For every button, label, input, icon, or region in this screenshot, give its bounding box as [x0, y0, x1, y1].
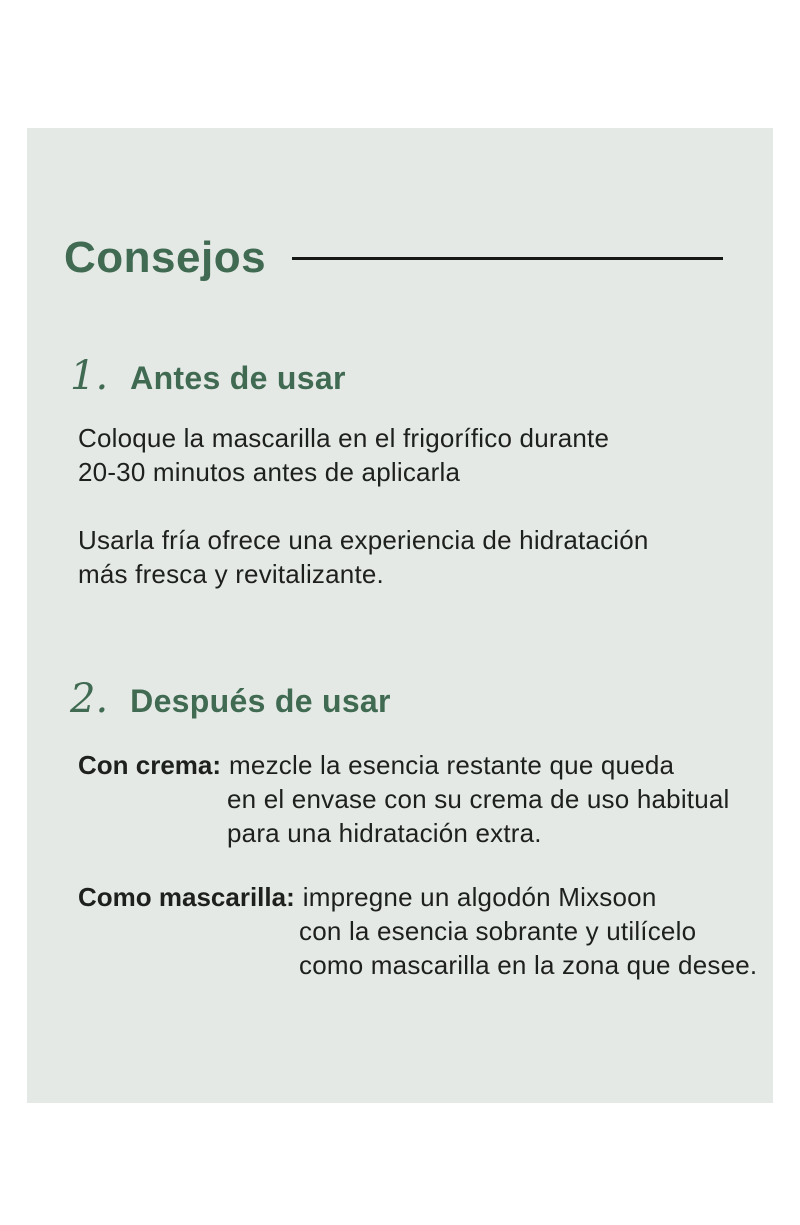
- paragraph-line: Usarla fría ofrece una experiencia de hidratación: [78, 525, 649, 555]
- section-1-paragraph-2: [78, 523, 649, 591]
- paragraph-line: 20-30 minutos antes de aplicarla: [78, 457, 461, 487]
- section-1-paragraph-1: [78, 421, 609, 489]
- content-panel: [27, 128, 773, 1103]
- section-2-heading-row: [70, 676, 391, 722]
- tip-line: como mascarilla en la zona que desee.: [299, 950, 758, 980]
- section-1-heading: Antes de usar: [130, 360, 346, 396]
- section-2-number: 2.: [70, 676, 109, 722]
- page-title: Consejos: [64, 233, 267, 282]
- tip-con-crema: [78, 748, 730, 850]
- section-2-heading: Después de usar: [130, 683, 391, 719]
- tip-line: con la esencia sobrante y utilícelo: [299, 916, 697, 946]
- tip-line: [78, 748, 730, 782]
- tip-label: Con crema:: [78, 750, 222, 780]
- tip-line: en el envase con su crema de uso habitual: [227, 784, 730, 814]
- title-row: [64, 234, 723, 282]
- tip-line: para una hidratación extra.: [227, 818, 542, 848]
- section-1-number: 1.: [70, 353, 109, 399]
- section-1-heading-row: [70, 353, 346, 399]
- tip-label: Como mascarilla:: [78, 882, 295, 912]
- tip-text: impregne un algodón Mixsoon: [302, 882, 657, 912]
- tip-como-mascarilla: [78, 880, 757, 982]
- tip-text: mezcle la esencia restante que queda: [229, 750, 675, 780]
- divider-line: [292, 257, 723, 260]
- paragraph-line: más fresca y revitalizante.: [78, 559, 384, 589]
- tip-line: [78, 880, 757, 914]
- paragraph-line: Coloque la mascarilla en el frigorífico durante: [78, 423, 610, 453]
